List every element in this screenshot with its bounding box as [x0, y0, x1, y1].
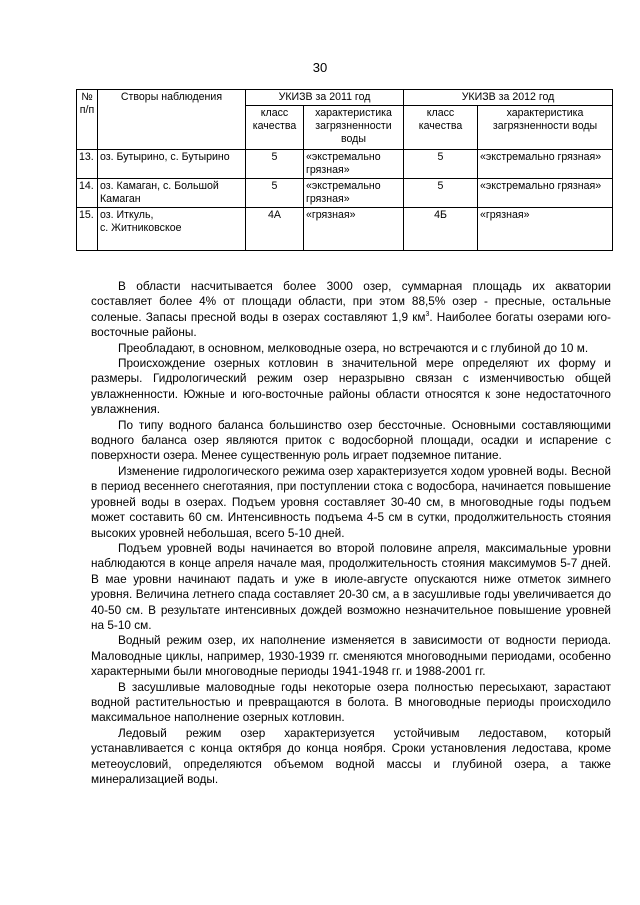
row-station-line: оз. Иткуль,	[100, 209, 154, 221]
table-row	[77, 208, 613, 251]
row-station: оз. Бутырино, с. Бутырино	[98, 150, 246, 179]
row-class-2011: 5	[246, 179, 304, 208]
paragraph: Изменение гидрологического режима озер характеризуется ходом уровней воды. Весной в период весеннего снеготаяния, при поступлении стока с водосбора, начинается повышение уровней воды в озерах. Подъем уровня составляет 30-40 см, в многоводные годы подъем может составить 60 см. Интенсивность подъема 4-5 см в сутки, продолжительность стояния высоких уровней небольшая, всего 5-10 дней.	[91, 463, 611, 540]
header-class-2012: класс качества	[404, 106, 478, 150]
header-char-2012: характеристика загрязненности воды	[478, 106, 613, 150]
row-char-2011: «грязная»	[304, 208, 404, 251]
page-number: 30	[312, 60, 328, 75]
paragraph-text: . Наиболее богаты озерами юго-восточные районы.	[91, 309, 611, 340]
body-text	[91, 279, 611, 787]
row-char-2012: «экстремально грязная»	[478, 150, 613, 179]
header-class-2011: класс качества	[246, 106, 304, 150]
row-char-2011: «экстремально грязная»	[304, 179, 404, 208]
row-num: 13.	[77, 150, 98, 179]
row-num: 15.	[77, 208, 98, 251]
header-year-2011: УКИЗВ за 2011 год	[246, 90, 404, 106]
header-num: № п/п	[77, 90, 98, 150]
paragraph: Преобладают, в основном, мелководные озера, но встречаются и с глубиной до 10 м.	[118, 340, 589, 355]
row-char-2012: «экстремально грязная»	[478, 179, 613, 208]
row-station	[98, 208, 246, 251]
paragraph-text: В области насчитывается более 3000 озер, суммарная площадь их акватории составляет более 4% от площади области, при этом 88,5% озер - пресные, остальные соленые. Запасы пресной воды в озерах составляют 1,9 км	[91, 279, 611, 324]
header-year-2012: УКИЗВ за 2012 год	[404, 90, 613, 106]
water-quality-table	[76, 89, 613, 251]
paragraph: По типу водного баланса большинство озер бессточные. Основными составляющими водного баланса озер являются приток с водосборной площади, осадки и испарение с поверхности озера. Менее существенную роль играет подземное питание.	[91, 417, 611, 463]
table-header-row	[77, 90, 613, 106]
row-num: 14.	[77, 179, 98, 208]
paragraph: В засушливые маловодные годы некоторые озера полностью пересыхают, зарастают водной растительностью и превращаются в болота. В многоводные периоды происходило максимальное наполнение озерных котловин.	[91, 679, 611, 725]
paragraph: Водный режим озер, их наполнение изменяется в зависимости от водности периода. Маловодные циклы, например, 1930-1939 гг. сменяются многоводными периодами, особенно характерными были многоводные периоды 1941-1948 гг. и 1988-2001 гг.	[91, 633, 611, 679]
paragraph: Ледовый режим озер характеризуется устойчивым ледоставом, который устанавливается с конца октября до конца ноября. Сроки установления ледостава, кроме метеоусловий, определяются объемом водной массы и глубиной озера, а также минерализацией воды.	[91, 725, 611, 786]
table-row	[77, 150, 613, 179]
paragraph	[91, 279, 611, 341]
row-class-2012: 5	[404, 150, 478, 179]
row-station-line: с. Житниковское	[100, 222, 182, 234]
paragraph: Происхождение озерных котловин в значительной мере определяют их форму и размеры. Гидрологический режим озер неразрывно связан с изменчивостью общей увлажненности. Южные и юго-восточные районы области относятся к зоне недостаточного увлажнения.	[91, 356, 611, 417]
table-row	[77, 179, 613, 208]
row-station: оз. Камаган, с. Большой Камаган	[98, 179, 246, 208]
row-class-2012: 5	[404, 179, 478, 208]
row-class-2011: 5	[246, 150, 304, 179]
row-class-2011: 4А	[246, 208, 304, 251]
superscript: 3	[425, 310, 430, 318]
row-char-2011: «экстремально грязная»	[304, 150, 404, 179]
row-char-2012: «грязная»	[478, 208, 613, 251]
header-char-2011: характеристика загрязненности воды	[304, 106, 404, 150]
paragraph: Подъем уровней воды начинается во второй половине апреля, максимальные уровни наблюдаются в конце апреля начале мая, продолжительность стояния максимумов 5-7 дней. В мае уровни начинают падать и уже в июле-августе опускаются ниже отметок зимнего уровня. Величина летнего спада составляет 20-30 см, а в засушливые годы увеличивается до 40-50 см. В результате интенсивных дождей возможно незначительное повышение уровней на 5-10 см.	[91, 540, 611, 632]
row-class-2012: 4Б	[404, 208, 478, 251]
header-stations: Створы наблюдения	[98, 90, 246, 150]
